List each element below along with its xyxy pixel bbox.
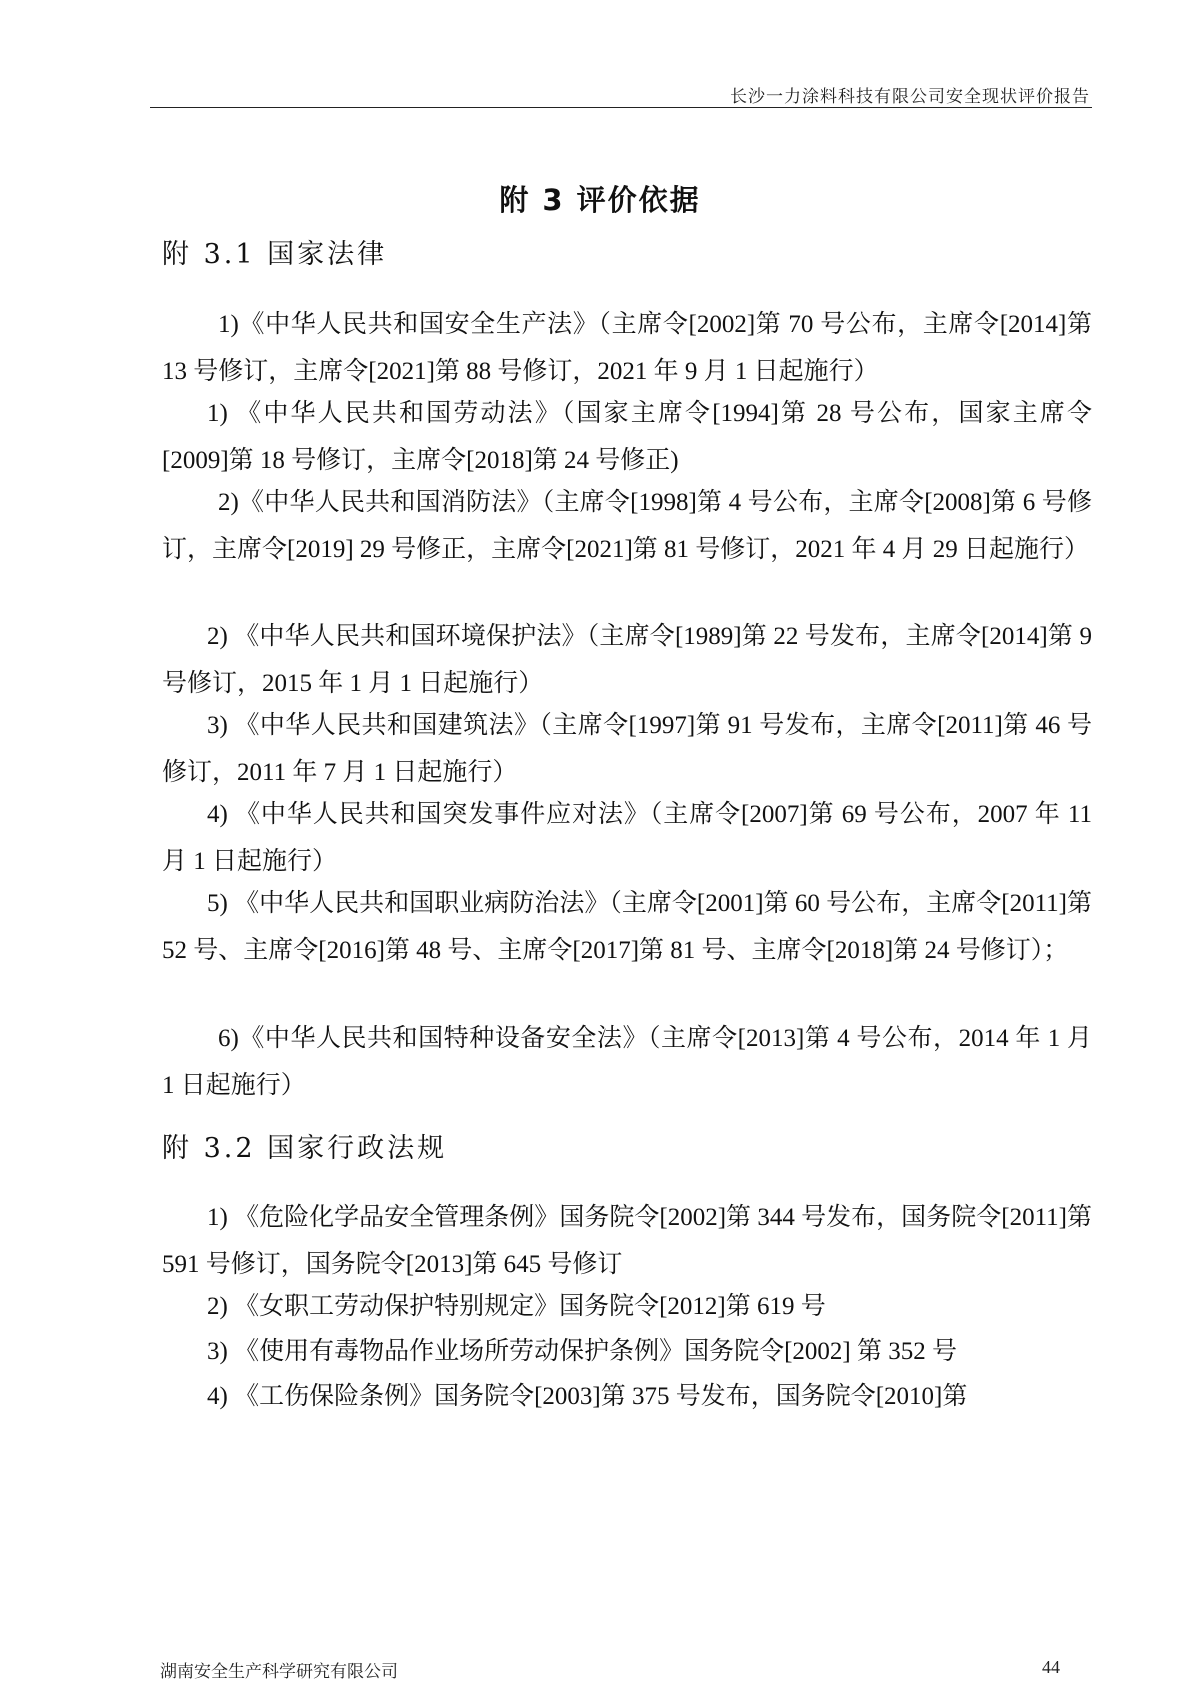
header-divider: [150, 107, 1092, 108]
regulation-item: 2) 《女职工劳动保护特别规定》国务院令[2012]第 619 号: [207, 1293, 826, 1320]
law-item: 1) 《中华人民共和国劳动法》（国家主席令[1994]第 28 号公布，国家主席令[2009]第 18 号修订，主席令[2018]第 24 号修正): [162, 400, 1092, 474]
regulation-item: 1) 《危险化学品安全管理条例》国务院令[2002]第 344 号发布，国务院令[2011]第 591 号修订，国务院令[2013]第 645 号修订: [162, 1204, 1092, 1278]
law-item: 2) 《中华人民共和国环境保护法》（主席令[1989]第 22 号发布，主席令[2014]第 9 号修订，2015 年 1 月 1 日起施行）: [162, 623, 1092, 697]
law-item: 1)《中华人民共和国安全生产法》（主席令[2002]第 70 号公布，主席令[2014]第 13 号修订，主席令[2021]第 88 号修订，2021 年 9 月 1 日起施行）: [162, 311, 1092, 385]
regulation-item: 3) 《使用有毒物品作业场所劳动保护条例》国务院令[2002] 第 352 号: [207, 1338, 957, 1365]
law-item: 2)《中华人民共和国消防法》（主席令[1998]第 4 号公布，主席令[2008]第 6 号修订，主席令[2019] 29 号修正，主席令[2021]第 81 号修订，2021 年 4 月 29 日起施行）: [162, 489, 1092, 563]
page-number: 44: [1042, 1657, 1060, 1677]
footer-company: 湖南安全生产科学研究有限公司: [160, 1662, 398, 1682]
section-title-laws: 附 3.1 国家法律: [162, 239, 388, 270]
section-title-regulations: 附 3.2 国家行政法规: [162, 1133, 448, 1164]
regulation-item: 4) 《工伤保险条例》国务院令[2003]第 375 号发布，国务院令[2010]第: [207, 1383, 968, 1410]
law-item: 4) 《中华人民共和国突发事件应对法》（主席令[2007]第 69 号公布，2007 年 11 月 1 日起施行）: [162, 801, 1092, 875]
law-item: 5) 《中华人民共和国职业病防治法》（主席令[2001]第 60 号公布，主席令[2011]第 52 号、主席令[2016]第 48 号、主席令[2017]第 81 号、主席令[2018]第 24 号修订）；: [162, 890, 1092, 964]
main-title: 附 3 评价依据: [499, 183, 701, 217]
law-item: 3) 《中华人民共和国建筑法》（主席令[1997]第 91 号发布，主席令[2011]第 46 号修订，2011 年 7 月 1 日起施行）: [162, 712, 1092, 786]
header-title: 长沙一力涂料科技有限公司安全现状评价报告: [730, 87, 1090, 107]
law-item: 6)《中华人民共和国特种设备安全法》（主席令[2013]第 4 号公布，2014 年 1 月 1 日起施行）: [162, 1025, 1092, 1099]
